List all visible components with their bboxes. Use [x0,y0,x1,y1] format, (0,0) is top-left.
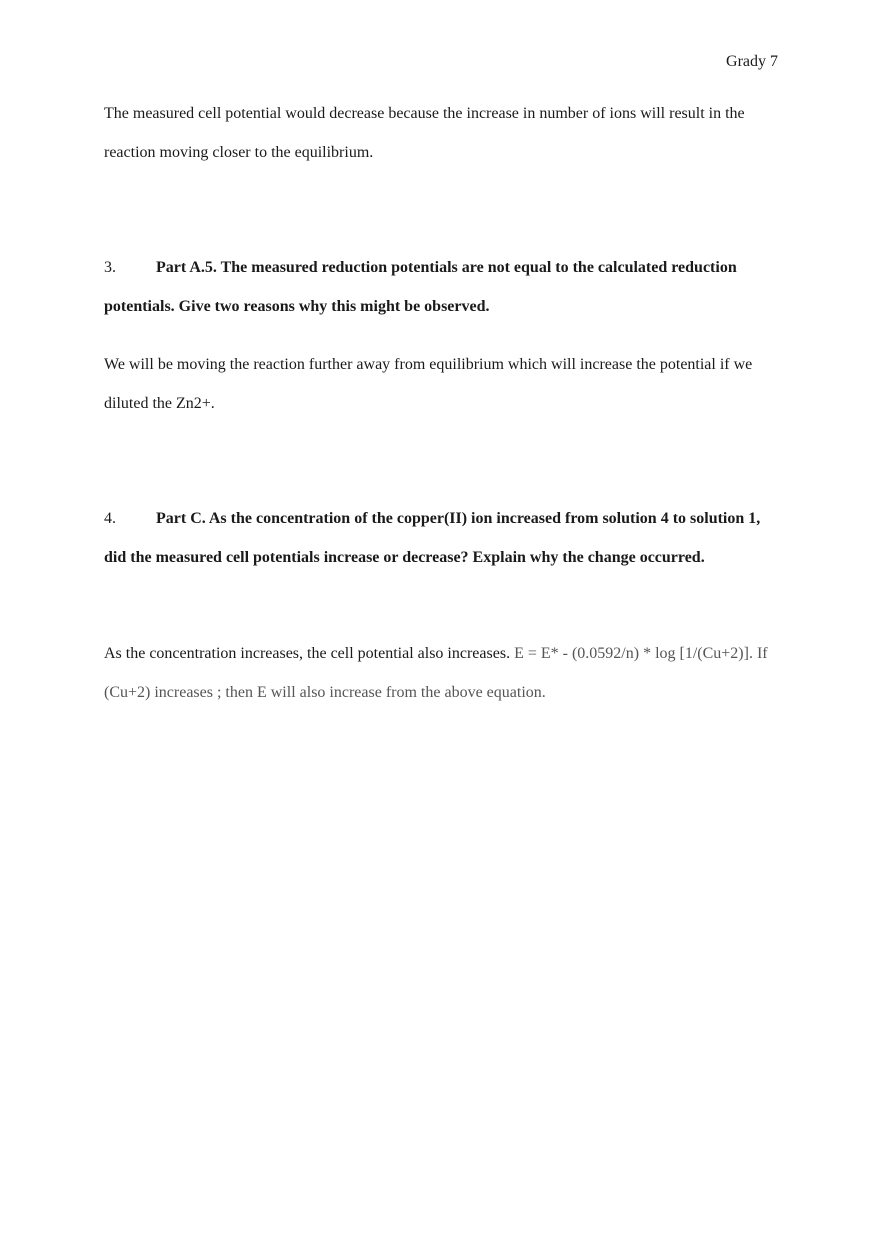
intro-answer-paragraph: The measured cell potential would decrease because the increase in number of ions will result in the reaction moving closer to the equilibrium. [104,105,745,161]
question-4-number: 4. [104,510,116,527]
question-3-text: Part A.5. The measured reduction potentials are not equal to the calculated reduction potentials. Give two reasons why this might be observed. [104,259,737,315]
answer-3-paragraph: We will be moving the reaction further away from equilibrium which will increase the potential if we diluted the Zn2+. [104,356,753,412]
page-header: Grady 7 [726,53,778,70]
question-3-number: 3. [104,259,116,276]
answer-4-text: As the concentration increases, the cell potential also increases. [104,645,515,662]
question-4 [104,499,784,577]
question-3 [104,248,784,326]
question-4-text: Part C. As the concentration of the copper(II) ion increased from solution 4 to solution 1, did the measured cell potentials increase or decrease? Explain why the change occurred. [104,510,761,566]
answer-4-paragraph [104,634,784,712]
answer-4-equation: E = E* - (0.0592/n) * log [1/(Cu+2)]. If (Cu+2) increases ; then E will also increase from the above equation. [104,645,768,701]
